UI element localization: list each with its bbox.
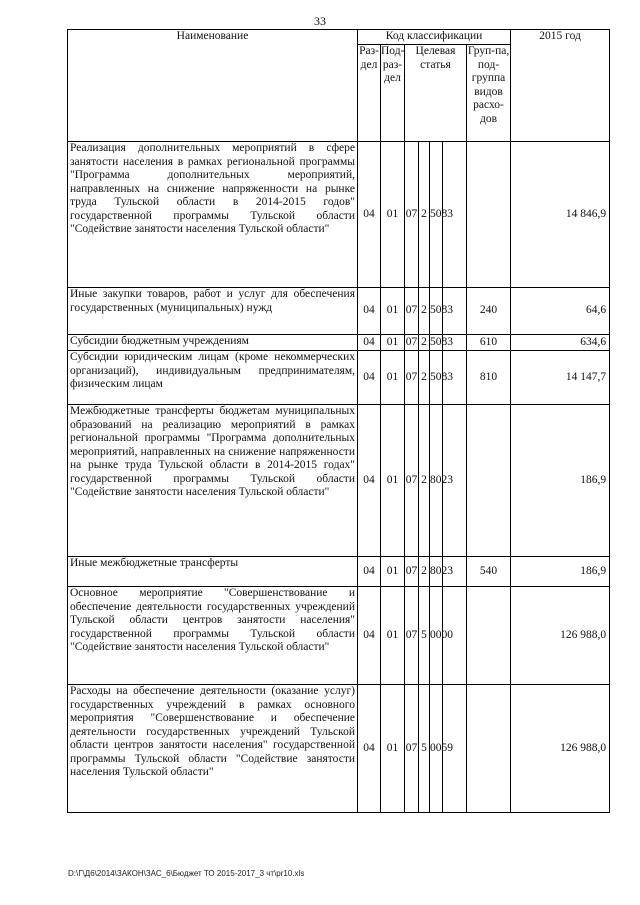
row-target-subprogram: 2 — [419, 335, 430, 351]
row-amount: 126 988,0 — [511, 685, 610, 813]
row-amount: 634,6 — [511, 335, 610, 351]
row-subsection: 01 — [381, 142, 405, 288]
row-name: Расходы на обеспечение деятельности (оказание услуг) государственных учреждений в рамках основного мероприятия "Совершенствование и обеспечение деятельности государственных учреждений Тульской области центров занятости населения" государственной программы Тульской области "Содействие занятости населения Тульской области" — [68, 685, 358, 813]
row-amount: 186,9 — [511, 557, 610, 587]
row-section: 04 — [358, 335, 381, 351]
row-target-subprogram: 2 — [419, 288, 430, 335]
row-target-direction: 8023 — [430, 405, 443, 557]
row-section: 04 — [358, 557, 381, 587]
row-name: Основное мероприятие "Совершенствование и обеспечение деятельности государственных учреждений Тульской области центров занятости населения" государственной программы Тульской области "Содействие занятости населения Тульской области" — [68, 587, 358, 685]
table-row — [68, 142, 610, 288]
row-name: Субсидии юридическим лицам (кроме некоммерческих организаций), индивидуальным предпринимателям, физическим лицам — [68, 351, 358, 405]
row-target-program: 07 — [405, 288, 419, 335]
row-exp-group: 810 — [467, 351, 511, 405]
row-amount: 64,6 — [511, 288, 610, 335]
table-row — [68, 351, 610, 405]
row-name: Межбюджетные трансферты бюджетам муниципальных образований на реализацию мероприятий в рамках региональной программы "Программа дополнительных мероприятий, направленных на снижение напряженности на рынке труда Тульской области в 2014-2015 годах" государственной программы Тульской области "Содействие занятости населения Тульской области" — [68, 405, 358, 557]
row-target-subprogram: 5 — [419, 587, 430, 685]
row-section: 04 — [358, 142, 381, 288]
row-target-subprogram: 2 — [419, 405, 430, 557]
row-section: 04 — [358, 685, 381, 813]
row-subsection: 01 — [381, 405, 405, 557]
row-subsection: 01 — [381, 685, 405, 813]
header-target: Целевая статья — [405, 45, 467, 142]
table-row — [68, 405, 610, 557]
row-amount: 14 147,7 — [511, 351, 610, 405]
row-target-direction: 5083 — [430, 351, 443, 405]
row-amount: 186,9 — [511, 405, 610, 557]
header-year: 2015 год — [511, 30, 610, 142]
header-section: Раз-дел — [358, 45, 381, 142]
row-amount: 126 988,0 — [511, 587, 610, 685]
table-row — [68, 288, 610, 335]
table-row — [68, 685, 610, 813]
row-subsection: 01 — [381, 587, 405, 685]
row-exp-group: 540 — [467, 557, 511, 587]
row-section: 04 — [358, 405, 381, 557]
row-name: Реализация дополнительных мероприятий в сфере занятости населения в рамках региональной программы "Программа дополнительных мероприятий, направленных на снижение напряженности на рынке труда Тульской области в 2014-2015 годов" государственной программы Тульской области "Содействие занятости населения Тульской области" — [68, 142, 358, 288]
row-target-program: 07 — [405, 685, 419, 813]
row-target-direction: 5083 — [430, 142, 443, 288]
row-exp-group — [467, 587, 511, 685]
row-exp-group — [467, 685, 511, 813]
row-target-direction: 0059 — [430, 685, 443, 813]
table-row — [68, 587, 610, 685]
row-target-program: 07 — [405, 587, 419, 685]
file-path-footer: D:\Г\Д6\2014\ЗАКОН\ЗАС_6\Бюджет ТО 2015-2017_3 чт\pr10.xls — [68, 869, 305, 878]
row-target-program: 07 — [405, 405, 419, 557]
header-name: Наименование — [68, 30, 358, 142]
row-section: 04 — [358, 587, 381, 685]
row-subsection: 01 — [381, 351, 405, 405]
row-target-subprogram: 2 — [419, 557, 430, 587]
row-target-program: 07 — [405, 351, 419, 405]
row-exp-group — [467, 405, 511, 557]
row-subsection: 01 — [381, 335, 405, 351]
row-exp-group — [467, 142, 511, 288]
row-target-program: 07 — [405, 335, 419, 351]
row-target-direction: 0000 — [430, 587, 443, 685]
row-amount: 14 846,9 — [511, 142, 610, 288]
row-name: Иные межбюджетные трансферты — [68, 557, 358, 587]
row-subsection: 01 — [381, 557, 405, 587]
row-target-program: 07 — [405, 557, 419, 587]
page-number: 33 — [314, 14, 326, 28]
row-target-subprogram: 2 — [419, 351, 430, 405]
row-target-direction: 8023 — [430, 557, 443, 587]
header-code-group: Код классификации — [358, 30, 511, 45]
row-name: Иные закупки товаров, работ и услуг для обеспечения государственных (муниципальных) нужд — [68, 288, 358, 335]
row-target-direction: 5083 — [430, 335, 443, 351]
budget-table — [67, 29, 610, 813]
row-subsection: 01 — [381, 288, 405, 335]
row-name: Субсидии бюджетным учреждениям — [68, 335, 358, 351]
row-target-direction: 5083 — [430, 288, 443, 335]
row-section: 04 — [358, 351, 381, 405]
table-row — [68, 335, 610, 351]
table-row — [68, 557, 610, 587]
header-subsection: Под-раз-дел — [381, 45, 405, 142]
row-target-subprogram: 2 — [419, 142, 430, 288]
row-exp-group: 610 — [467, 335, 511, 351]
row-exp-group: 240 — [467, 288, 511, 335]
row-section: 04 — [358, 288, 381, 335]
row-target-program: 07 — [405, 142, 419, 288]
header-exp-group: Груп-па, под-группа видов расхо-дов — [467, 45, 511, 142]
row-target-subprogram: 5 — [419, 685, 430, 813]
